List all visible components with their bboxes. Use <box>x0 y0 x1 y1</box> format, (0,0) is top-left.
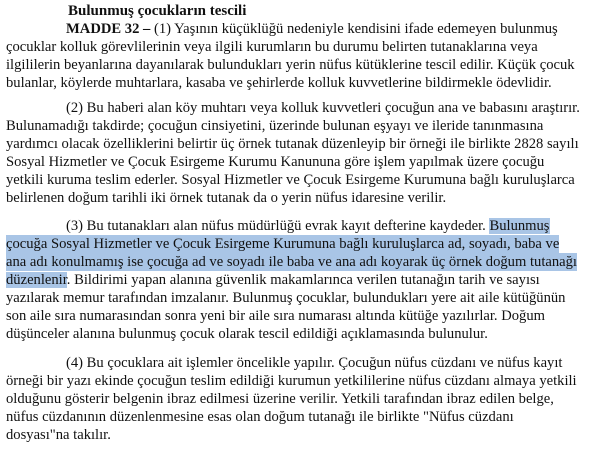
document-page: Bulunmuş çocukların tescili MADDE 32 – (1) Yaşının küçüklüğü nedeniyle kendisini ifade edemeyen bulunmuş çocuklar kolluk görevlilerinin veya ilgili kurumların bu durumu belirten tutanaklarına veya ilgililerin beyanlarına dayanılarak bulundukları yerin nüfus kütüklerine tescil edilir. Küçük çocuk bulanlar, köylerde muhtarlara, kasaba ve şehirlerde kolluk kuvvetlerine bildirmekle ödevlidir. (2) Bu haberi alan köy muhtarı veya kolluk kuvvetleri çocuğun ana ve babasını araştırır. Bulunamadığı takdirde; çocuğun cinsiyetini, üzerinde bulunan eşyayı ve ileride tanınmasına yardımcı olacak özelliklerini belirtir üç örnek tutanak düzenleyip bir örneği ile birlikte 2828 sayılı Sosyal Hizmetler ve Çocuk Esirgeme Kurumu Kanununa göre işlem yapılmak üzere çocuğu yetkili kuruma teslim ederler. Sosyal Hizmetler ve Çocuk Esirgeme Kurumuna bağlı kuruluşlarca belirlenen doğum tarihli iki örnek tutanak da o yerin nüfus idaresine verilir. (3) Bu tutanakları alan nüfus müdürlüğü evrak kayıt defterine kaydeder. Bulunmuş çocuğa Sosyal Hizmetler ve Çocuk Esirgeme Kurumuna bağlı kuruluşlarca ad, soyadı, baba ve ana adı konulmamış ise çocuğa ad ve soyadı ile baba ve ana adı koyarak üç örnek doğum tutanağı düzenlenir. Bildirimi yapan alanına güvenlik makamlarınca verilen tutanağın tarih ve sayısı yazılarak memur tarafından imzalanır. Bulunmuş çocuklar, bulundukları yere ait aile kütüğünün son aile sıra numarasından sonra yeni bir aile sıra numarası altında kütüğe yazılırlar. Doğum düşünceler alanına bulunmuş çocuk olarak tescil edildiği açıklamasında bulunulur. (4) Bu çocuklara ait işlemler öncelikle yapılır. Çocuğun nüfus cüzdanı ve nüfus kayıt örneği bir yazı ekinde çocuğun teslim edildiği kurumun yetkililerine nüfus cüzdanı almaya yetkili olduğunu gösterir belgenin ibraz edilmesi üzerine verilir. Yetkili tarafından ibraz edilen belge, nüfus cüzdanının düzenlenmesine esas olan doğum tutanağı ile birlikte "Nüfus cüzdanı dosyası"na takılır. <box>6 3 580 443</box>
madde-label: MADDE 32 – <box>66 21 151 37</box>
paragraph-3-line-1-text: (3) Bu tutanakları alan nüfus müdürlüğü evrak kayıt defterine kaydeder. <box>66 218 490 234</box>
highlighted-text[interactable]: ana adı konulmamış ise çocuğa ad ve soyadı ile baba ve ana adı koyarak üç örnek doğum tutanağı <box>6 254 577 270</box>
section-heading: Bulunmuş çocukların tescili <box>68 3 247 19</box>
highlighted-text[interactable]: Bulunmuş <box>489 218 550 234</box>
paragraph-3-line-4-text: . Bildirimi yapan alanına güvenlik makamlarınca verilen tutanağın tarih ve sayısı <box>66 272 540 288</box>
highlighted-text[interactable]: düzenlenir <box>6 272 67 288</box>
highlighted-text[interactable]: çocuğa Sosyal Hizmetler ve Çocuk Esirgeme Kurumuna bağlı kuruluşlarca ad, soyadı, baba ve <box>6 236 560 252</box>
paragraph-1-line-1: (1) Yaşının küçüklüğü nedeniyle kendisini ifade edemeyen bulunmuş <box>153 21 558 37</box>
